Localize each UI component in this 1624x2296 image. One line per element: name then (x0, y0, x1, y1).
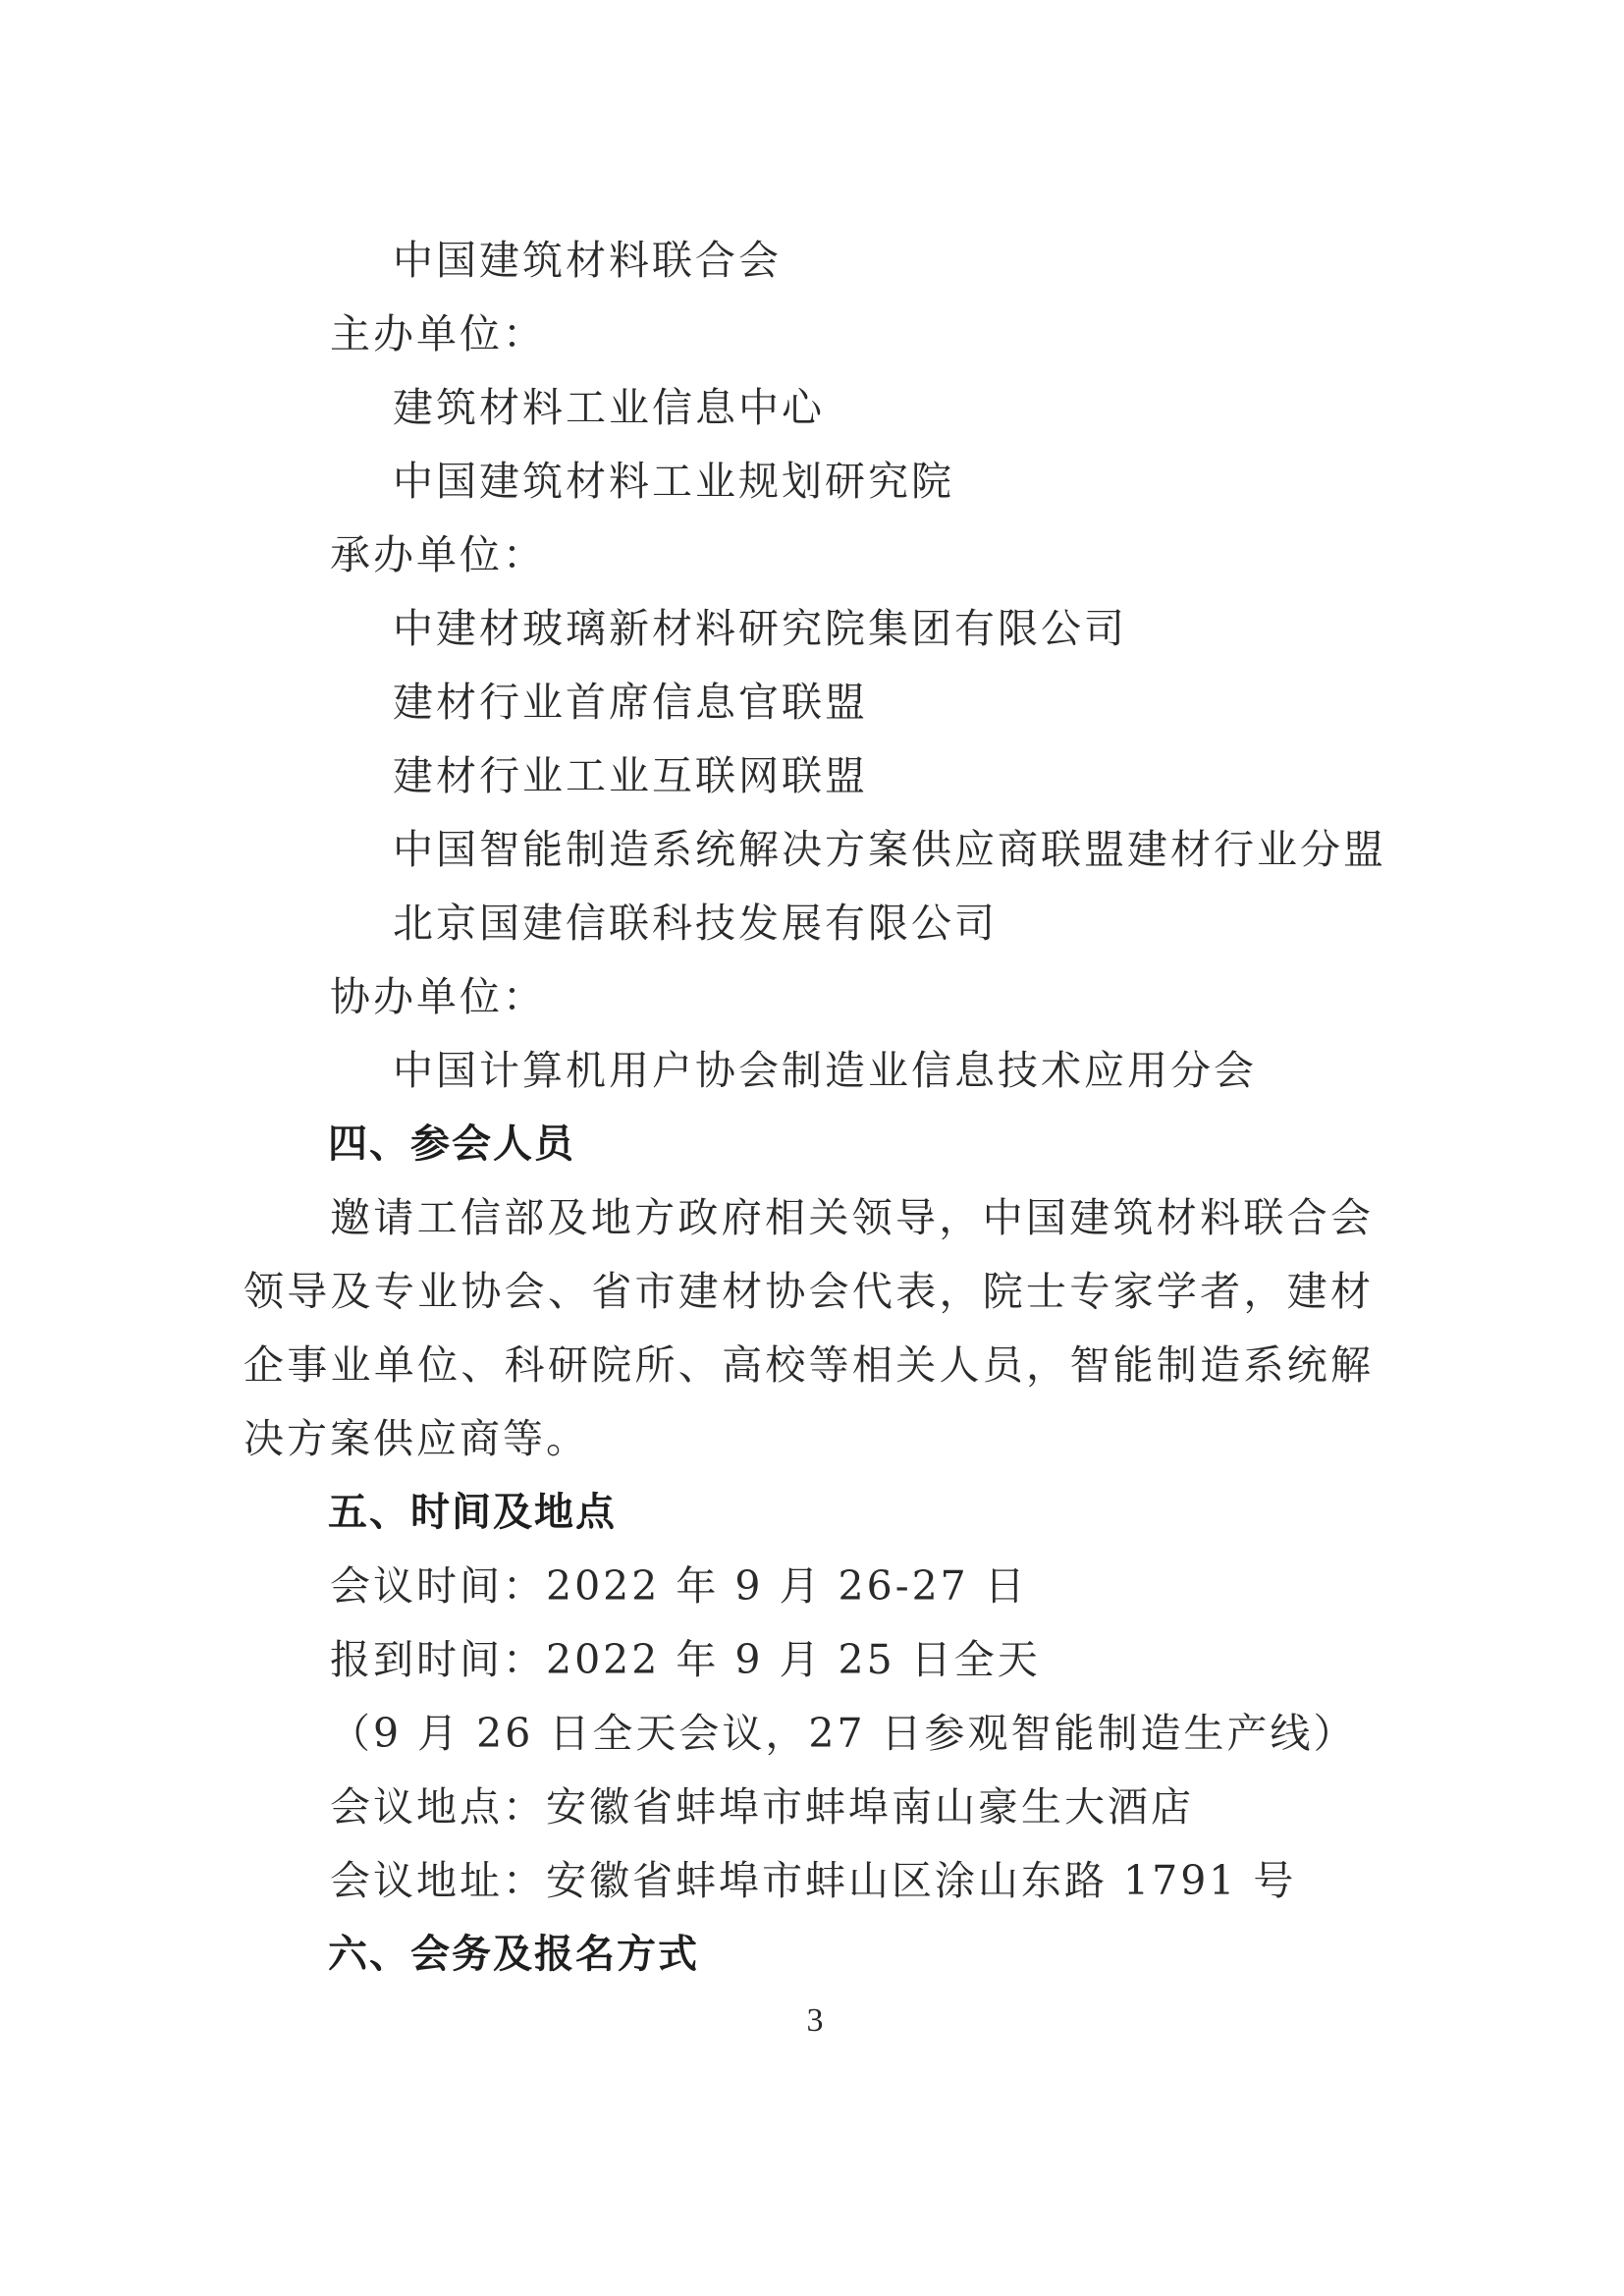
checkin-time: 报到时间：2022 年 9 月 25 日全天 (330, 1636, 1041, 1683)
co-organizer-label: 协办单位： (330, 973, 546, 1020)
undertaking-unit-3: 建材行业工业互联网联盟 (393, 752, 868, 799)
undertaking-units-label: 承办单位： (330, 531, 546, 578)
co-organizer-unit: 中国计算机用户协会制造业信息技术应用分会 (393, 1047, 1257, 1094)
meeting-venue: 会议地点：安徽省蚌埠市蚌埠南山豪生大酒店 (330, 1783, 1194, 1831)
attendees-paragraph-line-2: 领导及专业协会、省市建材协会代表，院士专家学者，建材 (244, 1268, 1371, 1315)
attendees-paragraph-line-1: 邀请工信部及地方政府相关领导，中国建筑材料联合会 (330, 1194, 1371, 1241)
host-units-label: 主办单位： (330, 310, 546, 357)
meeting-time: 会议时间：2022 年 9 月 26-27 日 (330, 1562, 1028, 1610)
section-heading-time-place: 五、时间及地点 (328, 1490, 617, 1535)
section-heading-registration: 六、会务及报名方式 (328, 1932, 699, 1977)
organizer-federation: 中国建筑材料联合会 (393, 237, 782, 284)
undertaking-unit-5: 北京国建信联科技发展有限公司 (393, 900, 998, 947)
undertaking-unit-2: 建材行业首席信息官联盟 (393, 679, 868, 726)
host-unit-1: 建筑材料工业信息中心 (393, 384, 825, 431)
attendees-paragraph-line-4: 决方案供应商等。 (244, 1415, 589, 1462)
meeting-address: 会议地址：安徽省蚌埠市蚌山区涂山东路 1791 号 (330, 1857, 1297, 1904)
section-heading-attendees: 四、参会人员 (328, 1121, 575, 1167)
undertaking-unit-1: 中建材玻璃新材料研究院集团有限公司 (393, 605, 1127, 652)
attendees-paragraph-line-3: 企事业单位、科研院所、高校等相关人员，智能制造系统解 (244, 1341, 1371, 1389)
host-unit-2: 中国建筑材料工业规划研究院 (393, 458, 954, 505)
page-number: 3 (806, 2002, 824, 2039)
schedule-note: （9 月 26 日全天会议，27 日参观智能制造生产线） (330, 1710, 1357, 1757)
undertaking-unit-4: 中国智能制造系统解决方案供应商联盟建材行业分盟 (393, 826, 1386, 873)
